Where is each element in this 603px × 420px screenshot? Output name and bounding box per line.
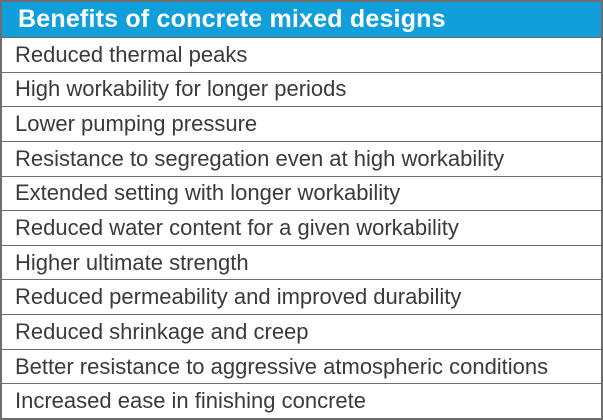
table-row: Lower pumping pressure xyxy=(2,106,601,141)
table-row: Resistance to segregation even at high workability xyxy=(2,141,601,176)
table-row: Reduced shrinkage and creep xyxy=(2,314,601,349)
table-row: Increased ease in finishing concrete xyxy=(2,383,601,418)
table-row: Better resistance to aggressive atmospheric conditions xyxy=(2,349,601,384)
table-row: Extended setting with longer workability xyxy=(2,176,601,211)
benefits-table-rows xyxy=(2,37,601,418)
table-row: Reduced water content for a given workability xyxy=(2,210,601,245)
table-row: Reduced thermal peaks xyxy=(2,37,601,72)
table-row: Reduced permeability and improved durability xyxy=(2,279,601,314)
table-row: Higher ultimate strength xyxy=(2,245,601,280)
table-row: High workability for longer periods xyxy=(2,72,601,107)
table-title: Benefits of concrete mixed designs xyxy=(2,2,601,37)
